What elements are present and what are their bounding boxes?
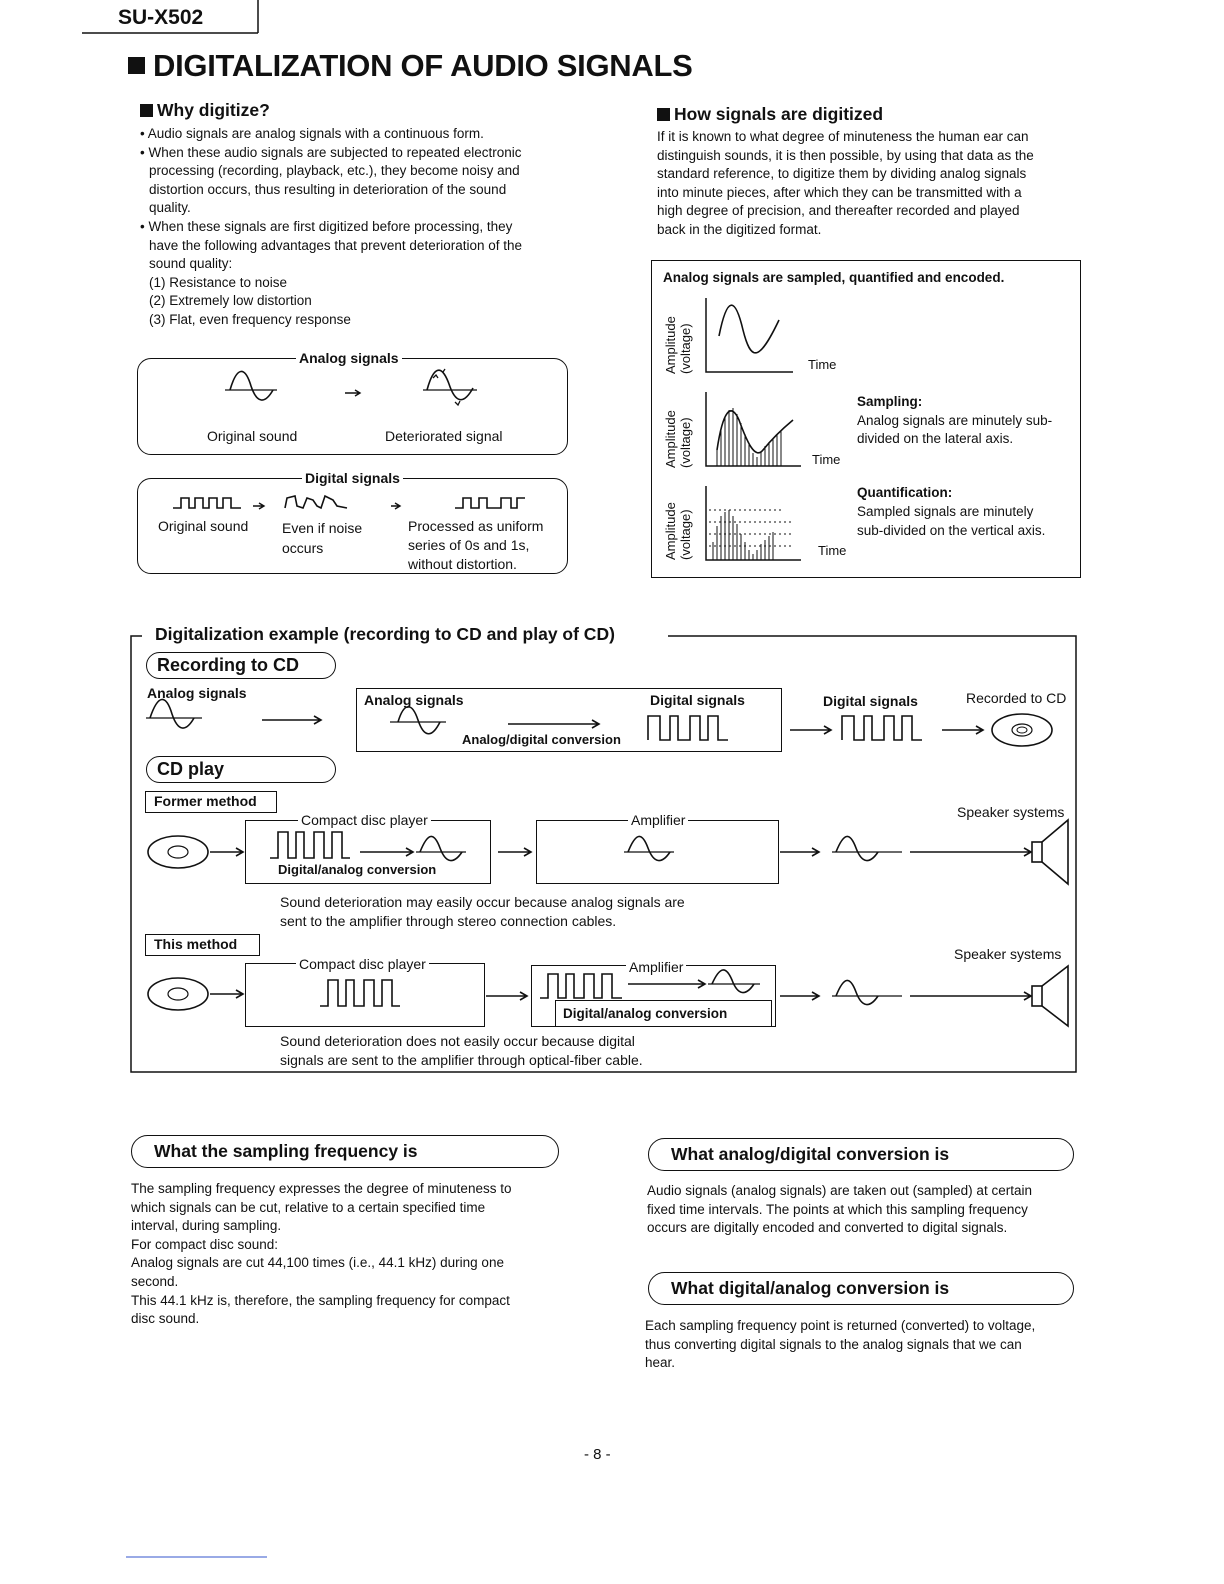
this-method-label: This method [145, 934, 260, 956]
former-speaker-label: Speaker systems [957, 804, 1065, 820]
amplitude-label-2: Amplitude (voltage) [663, 410, 693, 468]
digital-box-title: Digital signals [302, 470, 403, 486]
sampling-box-title: Analog signals are sampled, quantified and encoded. [663, 270, 1005, 285]
deteriorated-signal-label: Deteriorated signal [385, 428, 503, 444]
da-conversion-text: Each sampling frequency point is returned (converted) to voltage, thus converting digital signals to the analog signals that we can hear. [645, 1318, 1036, 1371]
recording-to-cd-label: Recording to CD [146, 652, 336, 679]
sampling-frequency-text: The sampling frequency expresses the degree of minuteness to which signals can be cut, relative to a certain specified time interval, during sampling. For compact disc sound: Analog signals are cut 44,100 times (i.e., 44.1 kHz) during one second. This 44.1 kHz is, therefore, the sampling frequency for compact disc sound. [131, 1181, 512, 1327]
page-title: DIGITALIZATION OF AUDIO SIGNALS [128, 48, 692, 84]
former-note: Sound deterioration may easily occur because analog signals are sent to the amplifier through stereo connection cables. [280, 894, 685, 929]
former-flow [128, 812, 1088, 892]
how-text: If it is known to what degree of minuteness the human ear can distinguish sounds, it is then possible, by using that data as the standard reference, to digitize them by dividing analog signals into minute pieces, after which they can be transmitted with a high degree of precision, and thereafter recorded and played back in the digitized format. [657, 129, 1034, 237]
this-flow [128, 956, 1088, 1036]
ad-conversion-text: Audio signals (analog signals) are taken out (sampled) at certain fixed time intervals. The points at which this sampling frequency occurs are digitally encoded and converted to digital signals. [647, 1183, 1032, 1236]
example-title: Digitalization example (recording to CD and play of CD) [155, 624, 615, 644]
former-cd-player-label: Compact disc player [298, 812, 431, 828]
why-heading: Why digitize? [140, 100, 270, 121]
bullet-square-icon [657, 108, 670, 121]
this-speaker-label: Speaker systems [954, 946, 1062, 962]
sampling-caption: Sampling: Analog signals are minutely sub- divided on the lateral axis. [857, 394, 1053, 446]
former-da-conversion-label: Digital/analog conversion [278, 862, 437, 877]
footer-rule [0, 1555, 1224, 1565]
this-cd-player-label: Compact disc player [296, 956, 429, 972]
sampling-frequency-heading: What the sampling frequency is [131, 1135, 559, 1168]
ad-box-analog-label: Analog signals [364, 692, 464, 708]
bullet-square-icon [140, 104, 153, 117]
ad-box-digital-label: Digital signals [650, 692, 745, 708]
noise-label: Even if noise occurs [282, 520, 363, 556]
time-label-1: Time [808, 357, 837, 372]
analog-box-waves [137, 358, 568, 455]
model-number: SU-X502 [118, 6, 204, 29]
digital-signals-label: Digital signals [823, 693, 918, 709]
why-text: • Audio signals are analog signals with a continuous form. • When these audio signals are subjected to repeated electronic processing (recording, playback, etc.), they become noisy and distortion occurs, thus resulting in deterioration of the sound quality. • When these signals are first digitized before processing, they have the following advantages that prevent deterioration of the sound quality: (1) Resistance to noise (2) Extremely low distortion (3) Flat, even frequency response [140, 126, 523, 327]
ad-conversion-heading: What analog/digital conversion is [648, 1138, 1074, 1171]
how-heading: How signals are digitized [657, 104, 883, 125]
amplitude-label-3: Amplitude (voltage) [663, 502, 693, 560]
analog-box-title: Analog signals [296, 350, 402, 366]
amplitude-label-1: Amplitude (voltage) [663, 316, 693, 374]
bullet-square-icon [128, 57, 145, 74]
ad-conversion-label: Analog/digital conversion [462, 732, 621, 747]
this-note: Sound deterioration does not easily occur because digital signals are sent to the amplifier through optical-fiber cable. [280, 1033, 643, 1068]
analog-signals-label: Analog signals [147, 685, 247, 701]
recorded-to-cd-label: Recorded to CD [966, 690, 1067, 706]
this-da-conversion-label: Digital/analog conversion [563, 1006, 728, 1021]
time-label-3: Time [818, 543, 847, 558]
time-label-2: Time [812, 452, 841, 467]
da-conversion-heading: What digital/analog conversion is [648, 1272, 1074, 1305]
page-number: - 8 - [584, 1446, 611, 1463]
original-sound-label: Original sound [207, 428, 298, 444]
former-amplifier-label: Amplifier [628, 812, 688, 828]
former-method-label: Former method [145, 791, 277, 813]
processed-label: Processed as uniform series of 0s and 1s, without distortion. [408, 518, 544, 572]
digital-original-label: Original sound [158, 518, 249, 534]
cd-play-label: CD play [146, 756, 336, 783]
quantification-caption: Quantification: Sampled signals are minutely sub-divided on the vertical axis. [857, 485, 1046, 538]
this-amplifier-label: Amplifier [626, 959, 686, 975]
header-rule [0, 0, 1224, 40]
